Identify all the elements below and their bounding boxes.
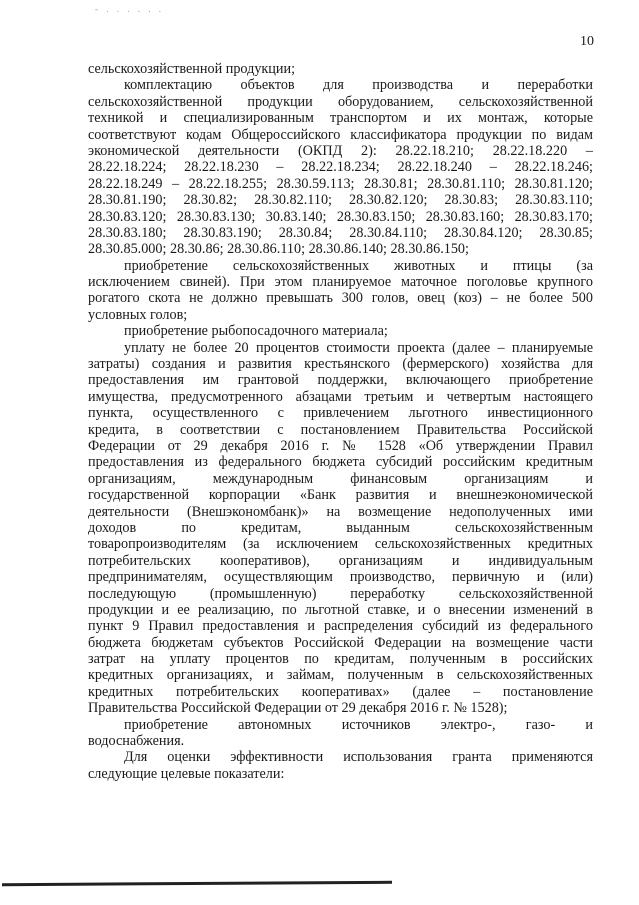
text-line: последующую (промышленную) переработку сельскохозяйственной bbox=[88, 585, 593, 602]
text-line: имущества, предусмотренного абзацами третьим и четвертым настоящего bbox=[88, 388, 593, 405]
text-line: 28.30.83.120; 28.30.83.130; 30.83.140; 28.30.83.150; 28.30.83.160; 28.30.83.170; bbox=[88, 208, 593, 225]
text-line: сельскохозяйственной продукции оборудованием, сельскохозяйственной bbox=[88, 93, 593, 110]
text-line: приобретение рыбопосадочного материала; bbox=[124, 323, 388, 340]
text-line: потребительских кооперативов), организациям и индивидуальным bbox=[88, 552, 593, 569]
text-line: Правительства Российской Федерации от 29 декабря 2016 г. № 1528); bbox=[88, 700, 508, 717]
text-line: организациям, международным финансовым организациям и bbox=[88, 470, 593, 487]
text-line: 28.22.18.224; 28.22.18.230 – 28.22.18.234; 28.22.18.240 – 28.22.18.246; bbox=[88, 159, 593, 176]
scan-marks: - . . . . . . bbox=[95, 4, 164, 14]
text-line: приобретение автономных источников электро-, газо- и bbox=[124, 716, 593, 733]
text-line: 28.22.18.249 – 28.22.18.255; 28.30.59.113; 28.30.81; 28.30.81.110; 28.30.81.120; bbox=[88, 175, 593, 192]
text-line: уплату не более 20 процентов стоимости проекта (далее – планируемые bbox=[124, 339, 593, 356]
text-line: Для оценки эффективности использования гранта применяются bbox=[124, 749, 593, 766]
text-line: Федерации от 29 декабря 2016 г. № 1528 «Об утверждении Правил bbox=[88, 437, 593, 454]
text-line: приобретение сельскохозяйственных животных и птицы (за bbox=[124, 257, 593, 274]
text-line: затраты) создания и развития крестьянского (фермерского) хозяйства для bbox=[88, 356, 593, 373]
text-line: товаропроизводителям (за исключением сельскохозяйственных кредитных bbox=[88, 536, 593, 553]
document-body bbox=[88, 61, 593, 782]
text-line: соответствуют кодам Общероссийского классификатора продукции по видам bbox=[88, 126, 593, 143]
text-line: бюджета бюджетам субъектов Российской Федерации на возмещение части bbox=[88, 634, 593, 651]
text-line: 28.30.85.000; 28.30.86; 28.30.86.110; 28.30.86.140; 28.30.86.150; bbox=[88, 241, 469, 258]
text-line: сельскохозяйственной продукции; bbox=[88, 61, 296, 77]
text-line: предпринимателям, осуществляющим производство, первичную и (или) bbox=[88, 569, 593, 586]
text-line: рогатого скота не должно превышать 300 голов, овец (коз) – не более 500 bbox=[88, 290, 593, 307]
text-line: экономической деятельности (ОКПД 2): 28.22.18.210; 28.22.18.220 – bbox=[88, 142, 593, 159]
text-line: 28.30.81.190; 28.30.82; 28.30.82.110; 28.30.82.120; 28.30.83; 28.30.83.110; bbox=[88, 192, 593, 209]
text-line: деятельности (Внешэкономбанк)» на возмещение недополученных ими bbox=[88, 503, 593, 520]
text-line: кредитных потребительских кооперативах» (далее – постановление bbox=[88, 683, 593, 700]
text-line: пункта, осуществленного с привлечением льготного инвестиционного bbox=[88, 405, 593, 422]
text-line: доходов по кредитам, выданным сельскохозяйственным bbox=[88, 519, 593, 536]
text-line: водоснабжения. bbox=[88, 733, 185, 750]
text-line: предоставления из федерального бюджета субсидий российским кредитным bbox=[88, 454, 593, 471]
text-line: 28.30.83.180; 28.30.83.190; 28.30.84; 28.30.84.110; 28.30.84.120; 28.30.85; bbox=[88, 224, 593, 241]
text-line: предоставления им грантовой поддержки, включающего приобретение bbox=[88, 372, 593, 389]
text-line: пункт 9 Правил предоставления и распределения субсидий из федерального bbox=[88, 618, 593, 635]
text-line: техникой и специализированным транспортом и их монтаж, которые bbox=[88, 110, 593, 127]
text-line: кредитных организациях, и займам, полученным в сельскохозяйственных bbox=[88, 667, 593, 684]
text-line: условных голов; bbox=[88, 306, 188, 323]
text-line: затрат на уплату процентов по кредитам, полученным в российских bbox=[88, 651, 593, 668]
page-number: 10 bbox=[580, 34, 594, 49]
text-line: исключением свиней). При этом планируемое маточное поголовье крупного bbox=[88, 274, 593, 291]
text-line: следующие целевые показатели: bbox=[88, 765, 285, 782]
text-line: продукции и ее реализацию, по льготной ставке, и о внесении изменений в bbox=[88, 601, 593, 618]
text-line: комплектацию объектов для производства и переработки bbox=[124, 77, 593, 94]
text-line: кредита, в соответствии с постановлением Правительства Российской bbox=[88, 421, 593, 438]
scan-edge-line bbox=[2, 881, 392, 886]
text-line: государственной корпорации «Банк развития и внешнеэкономической bbox=[88, 487, 593, 504]
